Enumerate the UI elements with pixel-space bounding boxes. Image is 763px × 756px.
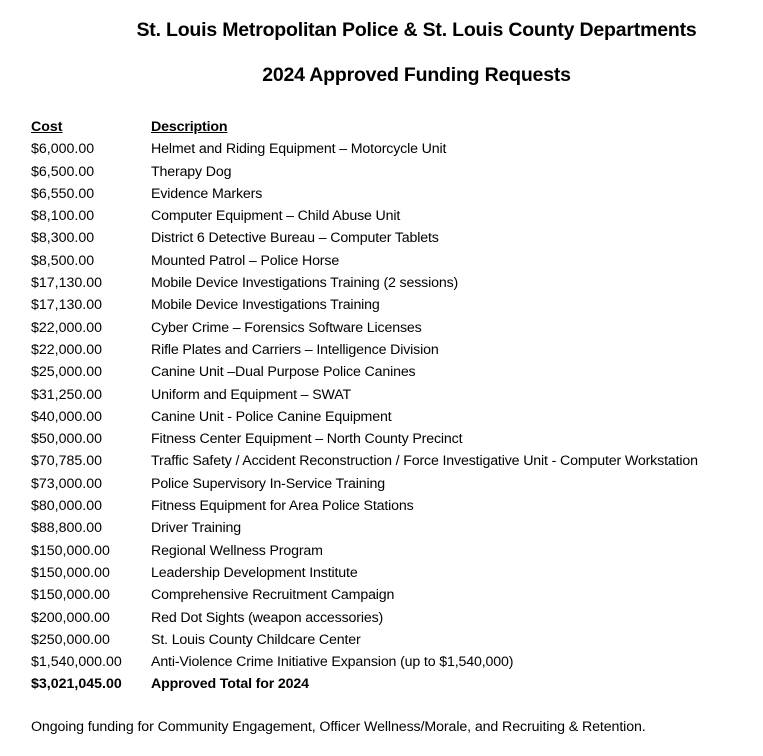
row-cost: $17,130.00: [31, 275, 103, 292]
row-cost: $8,500.00: [31, 252, 95, 269]
row-cost: $22,000.00: [31, 341, 103, 358]
table-row: [31, 205, 756, 227]
row-cost: $73,000.00: [31, 475, 103, 492]
row-description: Computer Equipment – Child Abuse Unit: [151, 208, 401, 225]
row-description: Police Supervisory In-Service Training: [151, 475, 386, 492]
row-description: Mounted Patrol – Police Horse: [151, 252, 340, 269]
row-description: Canine Unit –Dual Purpose Police Canines: [151, 364, 416, 381]
row-cost: $200,000.00: [31, 609, 110, 626]
row-cost: $8,300.00: [31, 230, 95, 247]
table-row: [31, 495, 756, 517]
row-description: Red Dot Sights (weapon accessories): [151, 609, 384, 626]
row-cost: $25,000.00: [31, 364, 103, 381]
total-description: Approved Total for 2024: [151, 676, 309, 693]
row-cost: $150,000.00: [31, 587, 110, 604]
row-cost: $150,000.00: [31, 564, 110, 581]
row-cost: $22,000.00: [31, 319, 103, 336]
table-row: [31, 361, 756, 383]
table-row: [31, 629, 756, 651]
table-header-row: [31, 116, 756, 138]
table-row: [31, 607, 756, 629]
table-row: [31, 294, 756, 316]
row-description: Evidence Markers: [151, 185, 263, 202]
row-description: Anti-Violence Crime Initiative Expansion (up to $1,540,000): [151, 654, 514, 671]
table-row: [31, 584, 756, 606]
row-description: Traffic Safety / Accident Reconstruction / Force Investigative Unit - Computer Workstation: [151, 453, 698, 470]
row-description: District 6 Detective Bureau – Computer Tablets: [151, 230, 439, 247]
row-description: St. Louis County Childcare Center: [151, 631, 361, 648]
row-cost: $8,100.00: [31, 208, 95, 225]
row-description: Helmet and Riding Equipment – Motorcycle Unit: [151, 141, 447, 158]
document-title: St. Louis Metropolitan Police & St. Louis County Departments: [136, 19, 697, 41]
funding-table: [31, 116, 756, 696]
table-row: [31, 272, 756, 294]
footnote: Ongoing funding for Community Engagement, Officer Wellness/Morale, and Recruiting & Retention.: [31, 719, 646, 735]
row-description: Therapy Dog: [151, 163, 232, 180]
row-description: Regional Wellness Program: [151, 542, 323, 559]
row-cost: $88,800.00: [31, 520, 103, 537]
description-column-header: Description: [151, 119, 228, 135]
row-description: Cyber Crime – Forensics Software Licenses: [151, 319, 422, 336]
row-description: Driver Training: [151, 520, 241, 537]
row-cost: $80,000.00: [31, 498, 103, 515]
row-cost: $70,785.00: [31, 453, 103, 470]
table-row: [31, 183, 756, 205]
table-row: [31, 517, 756, 539]
table-row: [31, 651, 756, 673]
row-cost: $6,550.00: [31, 185, 95, 202]
table-row: [31, 250, 756, 272]
table-row: [31, 227, 756, 249]
table-row: [31, 317, 756, 339]
row-description: Mobile Device Investigations Training (2 sessions): [151, 275, 459, 292]
row-cost: $6,000.00: [31, 141, 95, 158]
row-description: Mobile Device Investigations Training: [151, 297, 380, 314]
row-description: Canine Unit - Police Canine Equipment: [151, 408, 392, 425]
row-description: Rifle Plates and Carriers – Intelligence Division: [151, 341, 439, 358]
row-description: Fitness Equipment for Area Police Stations: [151, 498, 414, 515]
total-row: [31, 673, 756, 695]
table-row: [31, 540, 756, 562]
table-body: [31, 138, 756, 673]
row-cost: $50,000.00: [31, 431, 103, 448]
row-cost: $1,540,000.00: [31, 654, 122, 671]
row-cost: $40,000.00: [31, 408, 103, 425]
row-description: Fitness Center Equipment – North County Precinct: [151, 431, 463, 448]
table-row: [31, 473, 756, 495]
table-row: [31, 384, 756, 406]
row-cost: $31,250.00: [31, 386, 103, 403]
row-description: Leadership Development Institute: [151, 564, 358, 581]
row-description: Uniform and Equipment – SWAT: [151, 386, 352, 403]
document-subtitle: 2024 Approved Funding Requests: [262, 64, 571, 86]
table-row: [31, 562, 756, 584]
row-cost: $17,130.00: [31, 297, 103, 314]
table-row: [31, 428, 756, 450]
row-cost: $150,000.00: [31, 542, 110, 559]
total-cost: $3,021,045.00: [31, 676, 122, 693]
cost-column-header: Cost: [31, 119, 63, 135]
table-row: [31, 450, 756, 472]
row-cost: $6,500.00: [31, 163, 95, 180]
table-row: [31, 339, 756, 361]
row-cost: $250,000.00: [31, 631, 110, 648]
table-row: [31, 138, 756, 160]
table-row: [31, 406, 756, 428]
table-row: [31, 161, 756, 183]
row-description: Comprehensive Recruitment Campaign: [151, 587, 395, 604]
